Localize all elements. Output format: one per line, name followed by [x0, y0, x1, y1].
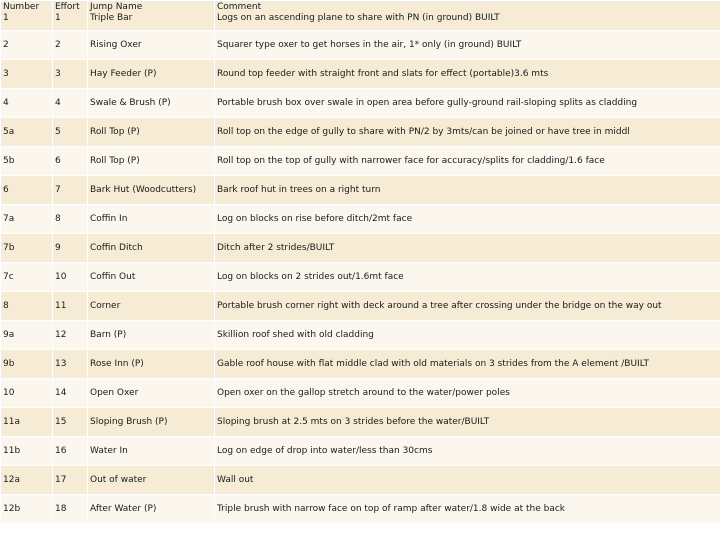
row-effort: 9 [53, 234, 88, 263]
header-effort: Effort [55, 2, 80, 12]
row-effort: 12 [53, 321, 88, 350]
table-row [1, 495, 720, 524]
table-row [1, 466, 720, 495]
row-comment: Wall out [215, 466, 720, 495]
cell-number [1, 1, 53, 31]
row-number: 7b [1, 234, 53, 263]
table-row [1, 89, 720, 118]
table-row [1, 408, 720, 437]
row-effort: 13 [53, 350, 88, 379]
row-effort: 14 [53, 379, 88, 408]
row-number: 6 [1, 176, 53, 205]
row-effort: 1 [55, 13, 61, 23]
header-comment: Comment [217, 2, 262, 12]
table-row [1, 292, 720, 321]
row-jump-name: Hay Feeder (P) [88, 60, 215, 89]
row-comment: Ditch after 2 strides/BUILT [215, 234, 720, 263]
row-effort: 10 [53, 263, 88, 292]
row-number: 12a [1, 466, 53, 495]
row-comment: Round top feeder with straight front and slats for effect (portable)3.6 mts [215, 60, 720, 89]
row-effort: 16 [53, 437, 88, 466]
row-number: 8 [1, 292, 53, 321]
row-number: 11a [1, 408, 53, 437]
row-comment: Squarer type oxer to get horses in the air, 1* only (in ground) BUILT [215, 31, 720, 60]
row-jump-name: Barn (P) [88, 321, 215, 350]
row-effort: 6 [53, 147, 88, 176]
row-jump-name: After Water (P) [88, 495, 215, 524]
row-comment: Skillion roof shed with old cladding [215, 321, 720, 350]
row-number: 1 [3, 13, 9, 23]
row-comment: Triple brush with narrow face on top of ramp after water/1.8 wide at the back [215, 495, 720, 524]
row-comment: Roll top on the top of gully with narrower face for accuracy/splits for cladding/1.6 face [215, 147, 720, 176]
table-row [1, 205, 720, 234]
row-comment: Roll top on the edge of gully to share with PN/2 by 3mts/can be joined or have tree in middl [215, 118, 720, 147]
row-comment: Portable brush corner right with deck around a tree after crossing under the bridge on the way out [215, 292, 720, 321]
table-row [1, 263, 720, 292]
row-jump-name: Water In [88, 437, 215, 466]
table-row [1, 234, 720, 263]
table-row [1, 60, 720, 89]
row-number: 11b [1, 437, 53, 466]
row-jump-name: Roll Top (P) [88, 147, 215, 176]
table-row [1, 321, 720, 350]
row-effort: 3 [53, 60, 88, 89]
cell-effort [53, 1, 88, 31]
header-jump-name: Jump Name [90, 2, 143, 12]
row-number: 12b [1, 495, 53, 524]
row-number: 10 [1, 379, 53, 408]
row-number: 2 [1, 31, 53, 60]
row-jump-name: Coffin In [88, 205, 215, 234]
row-effort: 4 [53, 89, 88, 118]
row-number: 5a [1, 118, 53, 147]
row-comment: Log on blocks on 2 strides out/1.6mt face [215, 263, 720, 292]
row-comment: Portable brush box over swale in open area before gully-ground rail-sloping splits as cladding [215, 89, 720, 118]
row-effort: 11 [53, 292, 88, 321]
header-row [1, 1, 720, 31]
cell-comment [215, 1, 720, 31]
row-effort: 15 [53, 408, 88, 437]
row-number: 9a [1, 321, 53, 350]
table-row [1, 350, 720, 379]
row-comment: Log on blocks on rise before ditch/2mt face [215, 205, 720, 234]
row-effort: 5 [53, 118, 88, 147]
row-comment: Sloping brush at 2.5 mts on 3 strides before the water/BUILT [215, 408, 720, 437]
row-number: 5b [1, 147, 53, 176]
table-row [1, 147, 720, 176]
table-row [1, 31, 720, 60]
row-effort: 7 [53, 176, 88, 205]
row-jump-name: Sloping Brush (P) [88, 408, 215, 437]
row-effort: 17 [53, 466, 88, 495]
row-number: 7a [1, 205, 53, 234]
row-jump-name: Coffin Ditch [88, 234, 215, 263]
row-comment: Bark roof hut in trees on a right turn [215, 176, 720, 205]
row-jump-name: Triple Bar [90, 13, 133, 23]
row-comment: Open oxer on the gallop stretch around to the water/power poles [215, 379, 720, 408]
cell-jump-name [88, 1, 215, 31]
row-number: 7c [1, 263, 53, 292]
row-jump-name: Roll Top (P) [88, 118, 215, 147]
row-jump-name: Swale & Brush (P) [88, 89, 215, 118]
row-number: 9b [1, 350, 53, 379]
row-effort: 8 [53, 205, 88, 234]
row-effort: 2 [53, 31, 88, 60]
header-number: Number [3, 2, 40, 12]
row-jump-name: Rising Oxer [88, 31, 215, 60]
row-effort: 18 [53, 495, 88, 524]
row-number: 3 [1, 60, 53, 89]
row-jump-name: Rose Inn (P) [88, 350, 215, 379]
row-comment: Gable roof house with flat middle clad with old materials on 3 strides from the A element /BUILT [215, 350, 720, 379]
row-number: 4 [1, 89, 53, 118]
row-comment: Log on edge of drop into water/less than 30cms [215, 437, 720, 466]
row-comment: Logs on an ascending plane to share with PN (in ground) BUILT [217, 13, 500, 23]
row-jump-name: Bark Hut (Woodcutters) [88, 176, 215, 205]
table-row [1, 437, 720, 466]
table-row [1, 379, 720, 408]
table-row [1, 176, 720, 205]
row-jump-name: Open Oxer [88, 379, 215, 408]
row-jump-name: Coffin Out [88, 263, 215, 292]
row-jump-name: Corner [88, 292, 215, 321]
table-row [1, 118, 720, 147]
row-jump-name: Out of water [88, 466, 215, 495]
